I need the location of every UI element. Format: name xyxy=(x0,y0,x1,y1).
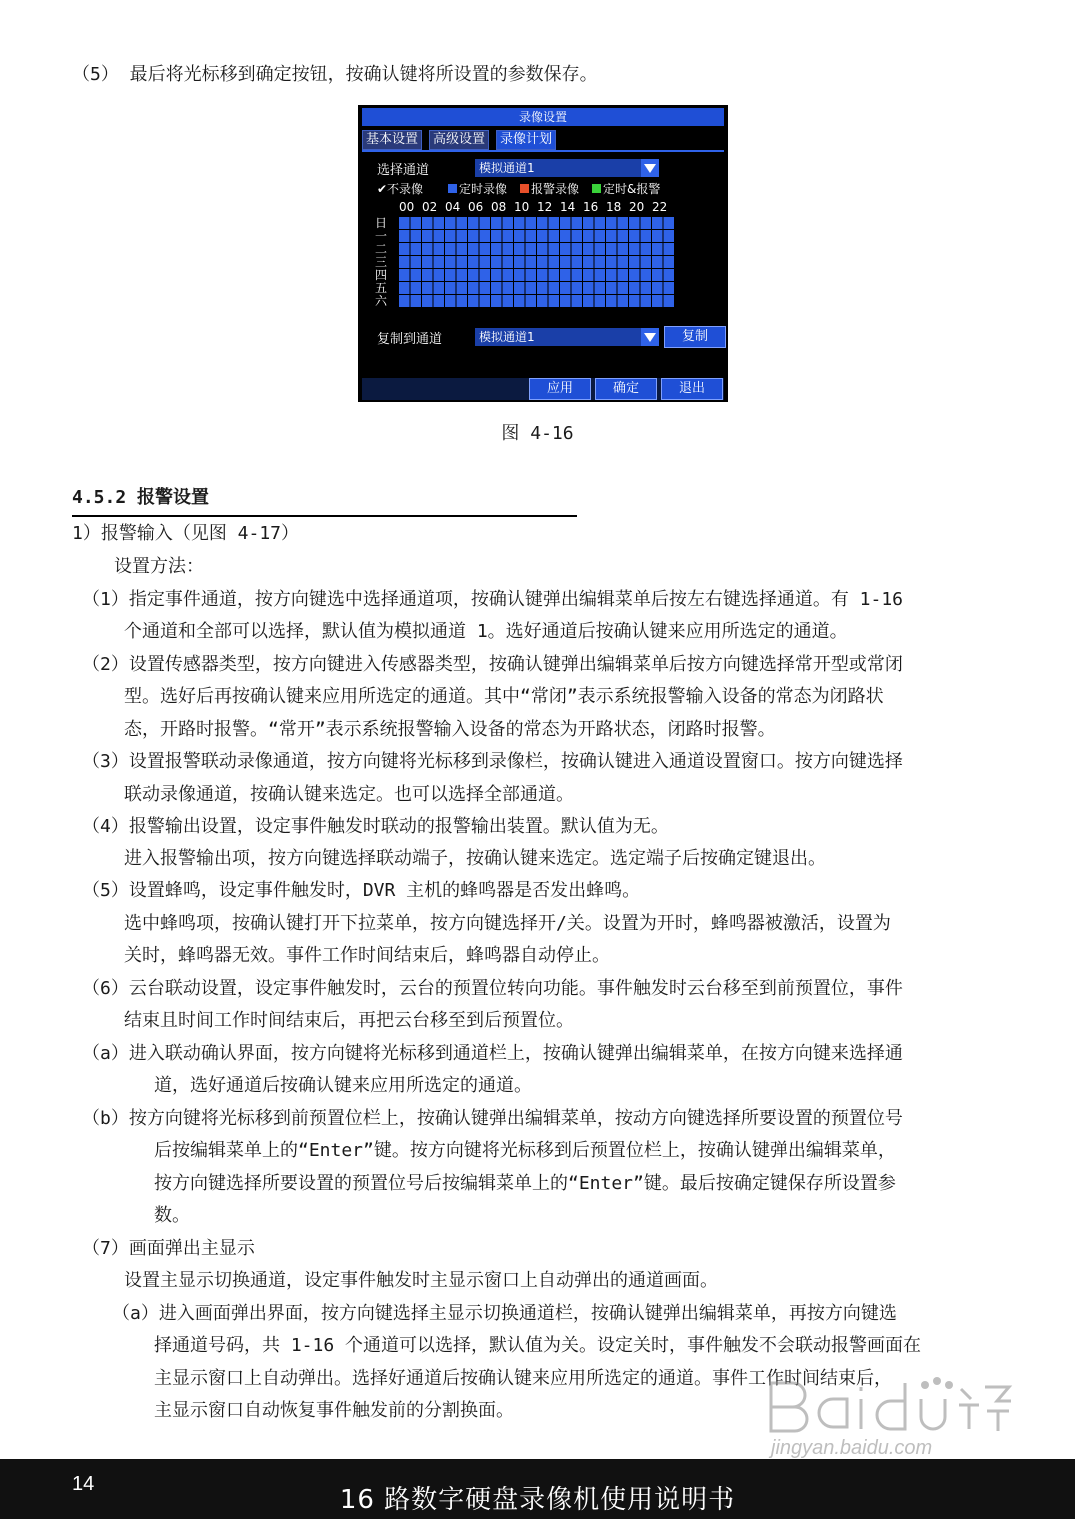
day-label: 日 xyxy=(375,216,388,230)
schedule-grid[interactable] xyxy=(398,216,674,307)
day-label: 六 xyxy=(375,294,388,308)
body-line: 态，开路时报警。“常开”表示系统报警输入设备的常态为开路状态，闭路时报警。 xyxy=(124,719,776,740)
day-label: 一 xyxy=(375,229,388,243)
body-line: （2）设置传感器类型，按方向键进入传感器类型，按确认键弹出编辑菜单后按方向键选择常开型或常闭 xyxy=(82,654,903,675)
hour-label: 10 xyxy=(514,200,530,214)
hour-label: 18 xyxy=(606,200,622,214)
copy-channel-dropdown[interactable]: 模拟通道1 xyxy=(475,328,642,346)
figure-caption: 图 4-16 xyxy=(501,423,574,444)
watermark xyxy=(765,1375,1015,1465)
body-line: 主显示窗口自动恢复事件触发前的分割换面。 xyxy=(154,1400,514,1421)
body-line: 后按编辑菜单上的“Enter”键。按方向键将光标移到后预置位栏上，按确认键弹出编辑菜单， xyxy=(154,1140,896,1161)
day-label: 五 xyxy=(375,281,388,295)
tab-advanced[interactable]: 高级设置 xyxy=(429,130,489,150)
chevron-down-icon[interactable] xyxy=(641,159,659,177)
body-line: 设置主显示切换通道，设定事件触发时主显示窗口上自动弹出的通道画面。 xyxy=(124,1270,718,1291)
day-label: 四 xyxy=(375,268,388,282)
hour-label: 12 xyxy=(537,200,553,214)
body-line: （b）按方向键将光标移到前预置位栏上，按确认键弹出编辑菜单，按动方向键选择所要设置的预置位号 xyxy=(82,1108,903,1129)
intro-line: （5） 最后将光标移到确定按钮，按确认键将所设置的参数保存。 xyxy=(72,64,598,85)
copy-to-channel-label: 复制到通道 xyxy=(377,332,443,347)
body-line: 数。 xyxy=(154,1205,190,1226)
footer-title: 16 路数字硬盘录像机使用说明书 xyxy=(339,1485,736,1515)
copy-button[interactable]: 复制 xyxy=(664,326,726,348)
apply-button[interactable]: 应用 xyxy=(529,378,591,400)
hour-label: 22 xyxy=(652,200,668,214)
window-title: 录像设置 xyxy=(362,108,724,126)
body-line: （4）报警输出设置，设定事件触发时联动的报警输出装置。默认值为无。 xyxy=(82,816,669,837)
exit-button[interactable]: 退出 xyxy=(661,378,723,400)
body-line: 个通道和全部可以选择，默认值为模拟通道 1。选好通道后按确认键来应用所选定的通道。 xyxy=(124,621,848,642)
page-footer xyxy=(0,1459,1075,1519)
body-line: 型。选好后再按确认键来应用所选定的通道。其中“常闭”表示系统报警输入设备的常态为闭路状 xyxy=(124,686,884,707)
select-channel-label: 选择通道 xyxy=(377,163,430,178)
body-line: 按方向键选择所要设置的预置位号后按编辑菜单上的“Enter”键。最后按确定键保存所设置参 xyxy=(154,1173,896,1194)
body-line: 进入报警输出项，按方向键选择联动端子，按确认键来选定。选定端子后按确定键退出。 xyxy=(124,848,826,869)
tab-schedule[interactable]: 录像计划 xyxy=(496,130,556,150)
page-number: 14 xyxy=(72,1473,95,1495)
body-line: （a）进入画面弹出界面，按方向键选择主显示切换通道栏，按确认键弹出编辑菜单，再按方向键选 xyxy=(112,1303,897,1324)
body-line: （6）云台联动设置，设定事件触发时，云台的预置位转向功能。事件触发时云台移至到前预置位，事件 xyxy=(82,978,903,999)
hour-label: 02 xyxy=(422,200,438,214)
chevron-down-icon[interactable] xyxy=(641,328,659,346)
body-line: 道，选好通道后按确认键来应用所选定的通道。 xyxy=(154,1075,532,1096)
hour-label: 06 xyxy=(468,200,484,214)
watermark-logo xyxy=(765,1375,1015,1435)
heading-rule xyxy=(72,515,577,517)
body-line: 择通道号码，共 1-16 个通道可以选择，默认值为关。设定关时，事件触发不会联动报警画面在 xyxy=(154,1335,922,1356)
legend-scheduled: 定时录像 xyxy=(448,180,507,197)
day-label: 二 xyxy=(375,242,388,256)
body-line: 1）报警输入（见图 4-17） xyxy=(72,523,300,544)
tab-underline xyxy=(362,150,724,152)
legend-alarm: 报警录像 xyxy=(520,180,579,197)
body-line: 关时，蜂鸣器无效。事件工作时间结束后，蜂鸣器自动停止。 xyxy=(124,945,610,966)
day-label: 三 xyxy=(375,255,388,269)
hour-label: 00 xyxy=(399,200,415,214)
legend-scheduled-alarm: 定时&报警 xyxy=(592,180,660,197)
body-line: 选中蜂鸣项，按确认键打开下拉菜单，按方向键选择开/关。设置为开时，蜂鸣器被激活，设置为 xyxy=(124,913,891,934)
body-line: 联动录像通道，按确认键来选定。也可以选择全部通道。 xyxy=(124,784,574,805)
figure-screenshot xyxy=(358,105,728,402)
hour-label: 08 xyxy=(491,200,507,214)
tab-basic[interactable]: 基本设置 xyxy=(362,130,422,150)
body-line: （a）进入联动确认界面，按方向键将光标移到通道栏上，按确认键弹出编辑菜单，在按方向键来选择通 xyxy=(82,1043,903,1064)
body-line: （7）画面弹出主显示 xyxy=(82,1238,255,1259)
body-line: 设置方法： xyxy=(114,556,204,577)
body-line: （5）设置蜂鸣，设定事件触发时，DVR 主机的蜂鸣器是否发出蜂鸣。 xyxy=(82,880,641,901)
hour-label: 16 xyxy=(583,200,599,214)
section-heading: 4.5.2 报警设置 xyxy=(72,487,210,508)
body-line: （3）设置报警联动录像通道，按方向键将光标移到录像栏，按确认键进入通道设置窗口。按方向键选择 xyxy=(82,751,903,772)
hour-label: 04 xyxy=(445,200,461,214)
hour-label: 14 xyxy=(560,200,576,214)
ok-button[interactable]: 确定 xyxy=(595,378,657,400)
body-line: 结束且时间工作时间结束后，再把云台移至到后预置位。 xyxy=(124,1010,574,1031)
hour-label: 20 xyxy=(629,200,645,214)
legend-no-record: ✔不录像 xyxy=(377,182,424,196)
body-line: （1）指定事件通道，按方向键选中选择通道项，按确认键弹出编辑菜单后按左右键选择通道。有 1-16 xyxy=(82,589,904,610)
body-line: 主显示窗口上自动弹出。选择好通道后按确认键来应用所选定的通道。事件工作时间结束后， xyxy=(154,1368,892,1389)
select-channel-dropdown[interactable]: 模拟通道1 xyxy=(475,159,642,177)
watermark-url: jingyan.baidu.com xyxy=(771,1437,933,1459)
